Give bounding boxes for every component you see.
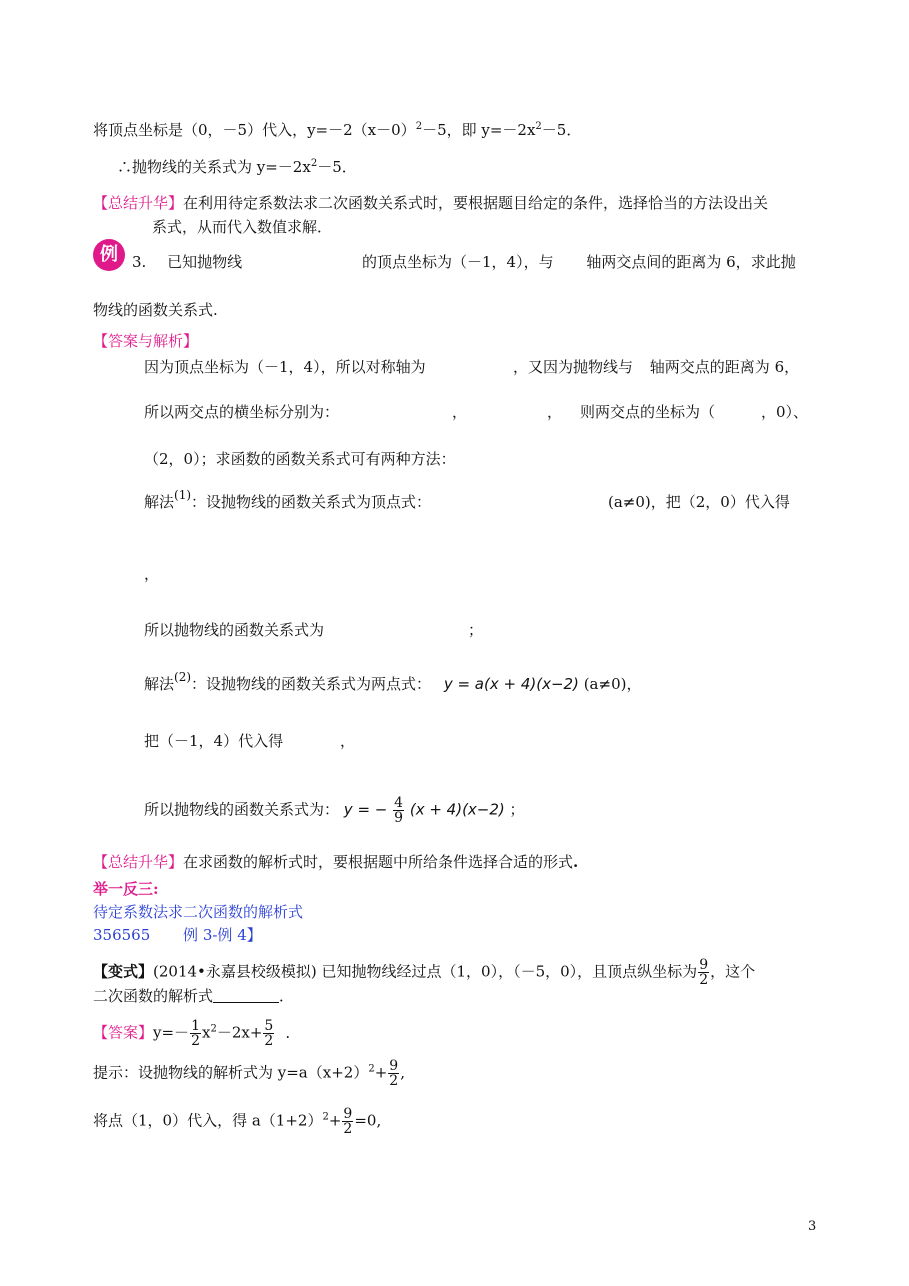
summary-1-cont: 系式，从而代入数值求解．: [152, 218, 333, 236]
video-link-title[interactable]: 待定系数法求二次函数的解析式: [93, 903, 304, 921]
answer-line-1: 因为顶点坐标为（－1，4），所以对称轴为: [144, 358, 426, 376]
answer-line-2: 所以两交点的横坐标分别为：: [144, 403, 340, 421]
two-point-formula: y = a(x + 4)(x−2): [443, 675, 579, 693]
answer-tag-2: 【答案】: [93, 1023, 154, 1042]
answer-blank: [213, 988, 279, 1003]
summary-2: 【总结升华】在求函数的解析式时，要根据题中所给条件选择合适的形式.: [93, 853, 579, 871]
fraction-4-9: $\frac{4}{9}$: [394, 795, 404, 826]
method-1-result: 所以抛物线的函数关系式为: [144, 621, 325, 639]
method-2-result: 所以抛物线的函数关系式为： y = − $\frac{4}{9}$ (x + 4)(x−2) ；: [144, 795, 525, 826]
answer-line-1b: ，又因为抛物线与 轴两交点的距离为 6，: [513, 358, 800, 376]
juyi-heading: 举一反三:: [93, 880, 159, 898]
video-link-id[interactable]: 356565 例 3-例 4】: [93, 926, 262, 944]
example-badge-icon: 例: [93, 239, 125, 271]
summary-tag: 【总结升华】: [93, 853, 184, 871]
substitute-line: 将点（1，0）代入，得 $a(1+2)^2+$ $\frac{9}{2}$ =0,: [93, 1106, 382, 1137]
method-2-line: 解法$^{(2)}$：设抛物线的函数关系式为两点式： y = a(x + 4)(x−2) (a≠0)，: [144, 670, 642, 693]
page-number: 3: [808, 1219, 817, 1234]
method-1-line-b: (a≠0)，把（2，0）代入得: [608, 493, 790, 511]
method-1-line: 解法$^{(1)}$：设抛物线的函数关系式为顶点式：: [144, 488, 432, 511]
line-vertex-substitution: 将顶点坐标是（0，－5）代入，$y=-2(x-0)^2-5$，即 $y=-2x^2-5$．: [93, 121, 582, 139]
variant-question: 【变式】(2014•永嘉县校级模拟) 已知抛物线经过点（1，0），（－5，0），且顶点纵坐标为 $\frac{9}{2}$ ，这个: [93, 957, 756, 988]
variant-question-cont: 二次函数的解析式 ．: [93, 987, 295, 1005]
variant-answer: 【答案】y=－ $\frac{1}{2}$ $x^2-2x+$ $\frac{5}{2}$ .: [93, 1018, 291, 1049]
answer-line-3: （2，0）；求函数的函数关系式可有两种方法：: [144, 450, 456, 468]
variant-tag: 【变式】: [93, 962, 154, 981]
example-3-question: 3. 已知抛物线: [132, 253, 243, 271]
example-3-question-b: 的顶点坐标为（－1，4），与 轴两交点间的距离为 6，求此抛: [362, 253, 796, 271]
hint-line: 提示：设抛物线的解析式为 $y=a(x+2)^2+$ $\frac{9}{2}$ ,: [93, 1058, 405, 1089]
summary-1: 【总结升华】在利用待定系数法求二次函数关系式时，要根据题目给定的条件，选择恰当的方法设出关: [93, 194, 769, 212]
answer-tag: 【答案与解析】: [93, 332, 199, 350]
summary-tag: 【总结升华】: [93, 194, 184, 212]
line-parabola-result: ∴抛物线的关系式为 $y=-2x^2-5$．: [117, 158, 357, 176]
method-2-substitute: 把（－1，4）代入得: [144, 732, 284, 750]
fraction-9-2: $\frac{9}{2}$: [699, 957, 709, 988]
example-3-question-cont: 物线的函数关系式.: [93, 301, 218, 319]
